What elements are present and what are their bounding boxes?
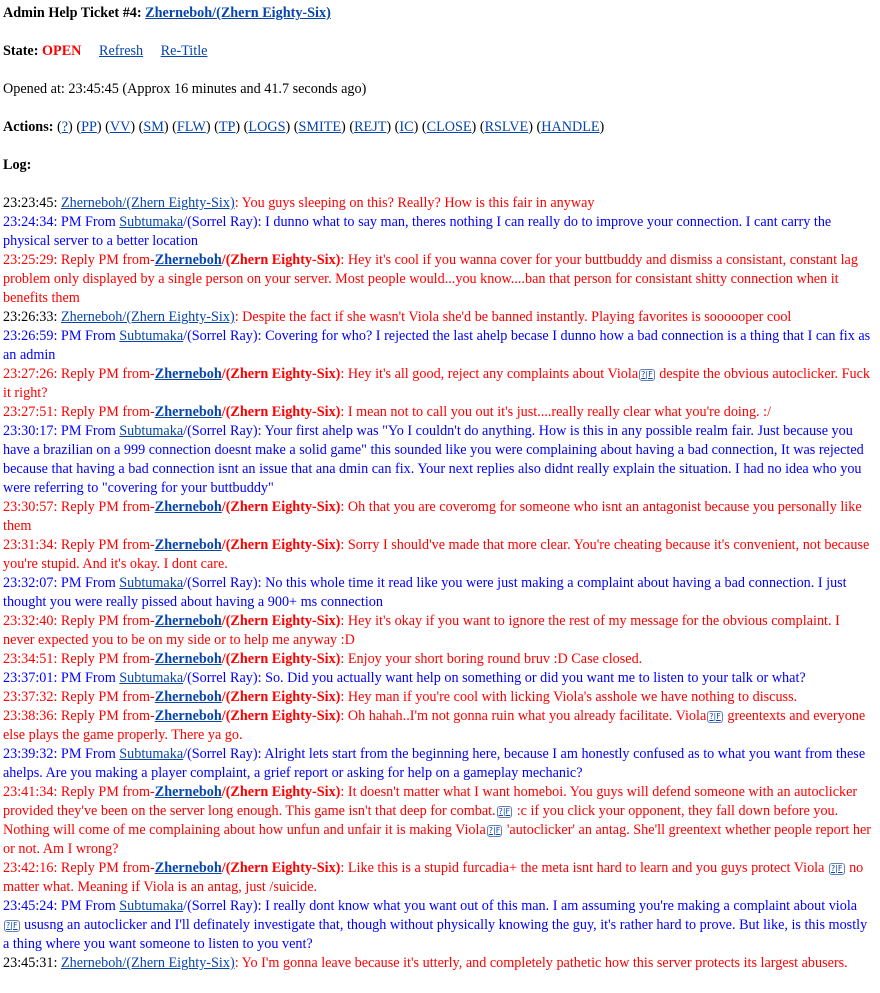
log-entry [3, 194, 872, 213]
action-rslve-link[interactable]: RSLVE [484, 119, 529, 135]
log-user-link[interactable]: Zherneboh [154, 860, 222, 876]
log-time: 23:24:34: PM From [3, 214, 120, 230]
log-time: 23:45:31: [3, 955, 61, 971]
log-char-name: /(Zhern Eighty-Six) [221, 689, 341, 705]
log-user-link[interactable]: Zherneboh [154, 499, 222, 515]
log-message: : Despite the fact if she wasn't Viola she'd be banned instantly. Playing favorites is soooooper cool [234, 309, 792, 325]
log-time: 23:42:16: Reply PM from- [3, 860, 155, 876]
log-user-link[interactable]: Zherneboh [154, 537, 222, 553]
action-pp-link[interactable]: PP [81, 119, 97, 135]
log-message: : I mean not to call you out it's just....really really clear what you're doing. :/ [340, 404, 772, 420]
log-entry [3, 859, 872, 897]
ticket-title [3, 4, 872, 23]
log-entry [3, 954, 872, 973]
action-item: (REJT) [349, 119, 395, 135]
state-row [3, 42, 872, 61]
log-message: : Hey it's okay if you want to ignore the rest of my message for the obvious complaint. I never expected you to be on my side or to help me anyway :D [3, 613, 840, 648]
log-time: 23:27:51: Reply PM from- [3, 404, 155, 420]
log-char-name: /(Zhern Eighty-Six) [221, 613, 341, 629]
action-logs-link[interactable]: LOGS [248, 119, 286, 135]
log-message-cont: greentexts and everyone else plays the game properly. There ya go. [3, 708, 866, 743]
log-entry [3, 498, 872, 536]
actions-list [57, 119, 604, 135]
log-message-cont: :c if you click your opponent, they fall down before you. Nothing will come of me complaining about how unfun and unfair it is making Viola [3, 803, 839, 838]
log-message: /(Sorrel Ray): I really dont know what you want out of this man. I am assuming you're making a complaint about viola [183, 898, 858, 914]
log-entry [3, 688, 872, 707]
log-char-name: /(Zhern Eighty-Six) [221, 499, 341, 515]
ticket-user-link[interactable]: Zherneboh/(Zhern Eighty-Six) [145, 5, 331, 21]
log-time: 23:25:29: Reply PM from- [3, 252, 155, 268]
log-char-name: /(Zhern Eighty-Six) [221, 784, 341, 800]
action-close-link[interactable]: CLOSE [426, 119, 472, 135]
log-user-link[interactable]: Zherneboh [154, 784, 222, 800]
log-time: 23:27:26: Reply PM from- [3, 366, 155, 382]
actions-label: Actions: [3, 119, 57, 135]
log-time: 23:37:01: PM From [3, 670, 120, 686]
log-entry [3, 536, 872, 574]
log-time: 23:30:17: PM From [3, 423, 120, 439]
log-entry [3, 707, 872, 745]
action-handle-link[interactable]: HANDLE [541, 119, 600, 135]
log-entry [3, 327, 872, 365]
log-user-link[interactable]: Zherneboh/(Zhern Eighty-Six) [60, 955, 235, 971]
log-admin-link[interactable]: Subtumaka [119, 746, 184, 762]
action-sm-link[interactable]: SM [143, 119, 164, 135]
log-admin-link[interactable]: Subtumaka [119, 214, 184, 230]
log-user-link[interactable]: Zherneboh/(Zhern Eighty-Six) [60, 195, 235, 211]
log-message: : You guys sleeping on this? Really? How is this fair in anyway [234, 195, 595, 211]
log-entry [3, 251, 872, 308]
log-user-link[interactable]: Zherneboh [154, 252, 222, 268]
log-admin-link[interactable]: Subtumaka [119, 575, 184, 591]
actions-row [3, 118, 872, 137]
action-item: (HANDLE) [536, 119, 605, 135]
log-time: 23:37:32: Reply PM from- [3, 689, 155, 705]
log-message: : It doesn't matter what I want homeboi. You guys will defend someone with an autoclicker provided they've been on the server long enough. This game isn't that deep for combat. [3, 784, 858, 819]
action-item: (SM) [138, 119, 173, 135]
log-entry [3, 745, 872, 783]
log-message-cont: 'autoclicker' an antag. She'll greentext whether people report her or not. Am I wrong? [3, 822, 872, 857]
opened-at: Opened at: 23:45:45 (Approx 16 minutes and 41.7 seconds ago) [3, 81, 367, 97]
log-time: 23:41:34: Reply PM from- [3, 784, 155, 800]
log-time: 23:32:07: PM From [3, 575, 120, 591]
log-time: 23:34:51: Reply PM from- [3, 651, 155, 667]
log-message: : Hey it's all good, reject any complaints about Viola [340, 366, 639, 382]
action-item: (?) [57, 119, 77, 135]
action-item: (LOGS) [243, 119, 294, 135]
log-entry [3, 213, 872, 251]
log-entry [3, 897, 872, 954]
log-message: : Sorry I should've made that more clear. You're cheating because it's convenient, not because you're stupid. And it's okay. I dont care. [3, 537, 870, 572]
log-message: /(Sorrel Ray): I dunno what to say man, theres nothing I can really do to improve your connection. I cant carry the physical server to a better location [3, 214, 832, 249]
log-entry [3, 422, 872, 498]
log-message-cont: ususng an autoclicker and I'll definately investigate that, though without physically knowing the guy, it's rather hard to prove. But like, is this mostly a thing where you want someone to listen to you vent? [3, 917, 868, 952]
log-admin-link[interactable]: Subtumaka [119, 670, 184, 686]
log-entry [3, 403, 872, 422]
log-char-name: /(Zhern Eighty-Six) [221, 708, 341, 724]
log-char-name: /(Zhern Eighty-Six) [221, 537, 341, 553]
follow-icon[interactable]: ?|F [641, 369, 653, 379]
log-admin-link[interactable]: Subtumaka [119, 328, 184, 344]
log-entry [3, 612, 872, 650]
follow-icon[interactable]: ?|F [830, 863, 843, 873]
log-list [3, 194, 872, 973]
log-time: 23:23:45: [3, 195, 61, 211]
log-admin-link[interactable]: Subtumaka [119, 423, 184, 439]
action-rejt-link[interactable]: REJT [354, 119, 387, 135]
log-user-link[interactable]: Zherneboh [154, 651, 222, 667]
log-message: /(Sorrel Ray): Your first ahelp was "Yo I couldn't do anything. How is this in any possible realm fair. Just because you have a brazilian on a 999 connection doesnt make a solid game" this sounded like you were complaining about having a bad connection, It was rejected because that having a bad connection isnt an issue that ana dmin can fix. Your next replies also didnt really explain the situation. I had no idea who you were referring to "covering for your buttbuddy" [3, 423, 864, 496]
log-entry [3, 365, 872, 403]
log-message: : Oh that you are coveromg for someone who isnt an antagonist because you personally like them [3, 499, 862, 534]
log-message: : Oh hahah..I'm not gonna ruin what you already facilitate. Viola [340, 708, 707, 724]
log-message: /(Sorrel Ray): Alright lets start from the beginning here, because I am honestly confused as to what you want from these ahelps. Are you making a player complaint, a grief report or asking for help on a gameplay mechanic? [3, 746, 866, 781]
action-item: (SMITE) [293, 119, 350, 135]
refresh-link[interactable]: Refresh [98, 43, 144, 59]
log-user-link[interactable]: Zherneboh [154, 404, 222, 420]
action-item: (RSLVE) [479, 119, 537, 135]
action-item: (TP) [214, 119, 244, 135]
log-user-link[interactable]: Zherneboh [154, 366, 222, 382]
log-user-link[interactable]: Zherneboh/(Zhern Eighty-Six) [60, 309, 235, 325]
log-user-link[interactable]: Zherneboh [154, 689, 222, 705]
action-tp-link[interactable]: TP [218, 119, 236, 135]
log-user-link[interactable]: Zherneboh [154, 708, 222, 724]
log-message: : Enjoy your short boring round bruv :D Case closed. [340, 651, 643, 667]
retitle-link[interactable]: Re-Title [160, 43, 208, 59]
log-entry [3, 308, 872, 327]
log-time: 23:31:34: Reply PM from- [3, 537, 155, 553]
log-entry [3, 650, 872, 669]
log-entry [3, 783, 872, 859]
log-char-name: /(Zhern Eighty-Six) [221, 366, 341, 382]
follow-icon[interactable]: ?|F [498, 806, 511, 816]
follow-icon[interactable]: ?|F [6, 920, 18, 930]
log-message-cont: despite the obvious autoclicker. Fuck it right? [3, 366, 871, 401]
log-time: 23:38:36: Reply PM from- [3, 708, 155, 724]
action-item: (IC) [394, 119, 422, 135]
log-message-cont: no matter what. Meaning if Viola is an antag, just /suicide. [3, 860, 864, 895]
log-entry [3, 574, 872, 612]
state-label: State: [3, 43, 43, 59]
log-message: /(Sorrel Ray): No this whole time it read like you were just making a complaint about having a bad connection. I just thought you were really pissed about having a 900+ ms connection [3, 575, 847, 610]
log-time: 23:45:24: PM From [3, 898, 120, 914]
action-item: (CLOSE) [421, 119, 480, 135]
action-vv-link[interactable]: VV [109, 119, 131, 135]
ticket-title-prefix: Admin Help Ticket #4: [3, 5, 146, 21]
follow-icon[interactable]: ?|F [709, 711, 721, 721]
state-value: OPEN [42, 43, 82, 59]
log-time: 23:32:40: Reply PM from- [3, 613, 155, 629]
log-entry [3, 669, 872, 688]
log-message: : Hey it's cool if you wanna cover for your buttbuddy and dismiss a consistant, constant lag problem only displayed by a single person on your server. Most people would...you know....ban that person for consistant shitty connection when it benefits them [3, 252, 858, 306]
follow-icon[interactable]: ?|F [488, 825, 501, 835]
log-time: 23:26:33: [3, 309, 61, 325]
log-time: 23:39:32: PM From [3, 746, 120, 762]
log-message: /(Sorrel Ray): Covering for who? I rejected the last ahelp becase I dunno how a bad connection is a thing that I can fix as an admin [3, 328, 871, 363]
log-char-name: /(Zhern Eighty-Six) [221, 651, 341, 667]
action-item: (PP) [76, 119, 106, 135]
log-time: 23:26:59: PM From [3, 328, 120, 344]
log-message: : Yo I'm gonna leave because it's utterly, and completely pathetic how this server protects its largest abusers. [234, 955, 848, 971]
action-item: (VV) [105, 119, 139, 135]
action-item: (FLW) [172, 119, 215, 135]
log-user-link[interactable]: Zherneboh [154, 613, 222, 629]
log-char-name: /(Zhern Eighty-Six) [221, 252, 341, 268]
log-label: Log: [3, 157, 32, 173]
action-ic-link[interactable]: IC [399, 119, 414, 135]
action-help-link[interactable]: ? [61, 119, 69, 135]
log-message: /(Sorrel Ray): So. Did you actually want help on something or did you want me to listen to your talk or what? [183, 670, 806, 686]
log-message: : Like this is a stupid furcadia+ the meta isnt hard to learn and you guys protect Viola [340, 860, 828, 876]
action-flw-link[interactable]: FLW [176, 119, 206, 135]
log-time: 23:30:57: Reply PM from- [3, 499, 155, 515]
action-smite-link[interactable]: SMITE [298, 119, 342, 135]
log-admin-link[interactable]: Subtumaka [119, 898, 184, 914]
log-char-name: /(Zhern Eighty-Six) [221, 404, 341, 420]
log-char-name: /(Zhern Eighty-Six) [221, 860, 341, 876]
log-message: : Hey man if you're cool with licking Viola's asshole we have nothing to discuss. [340, 689, 798, 705]
